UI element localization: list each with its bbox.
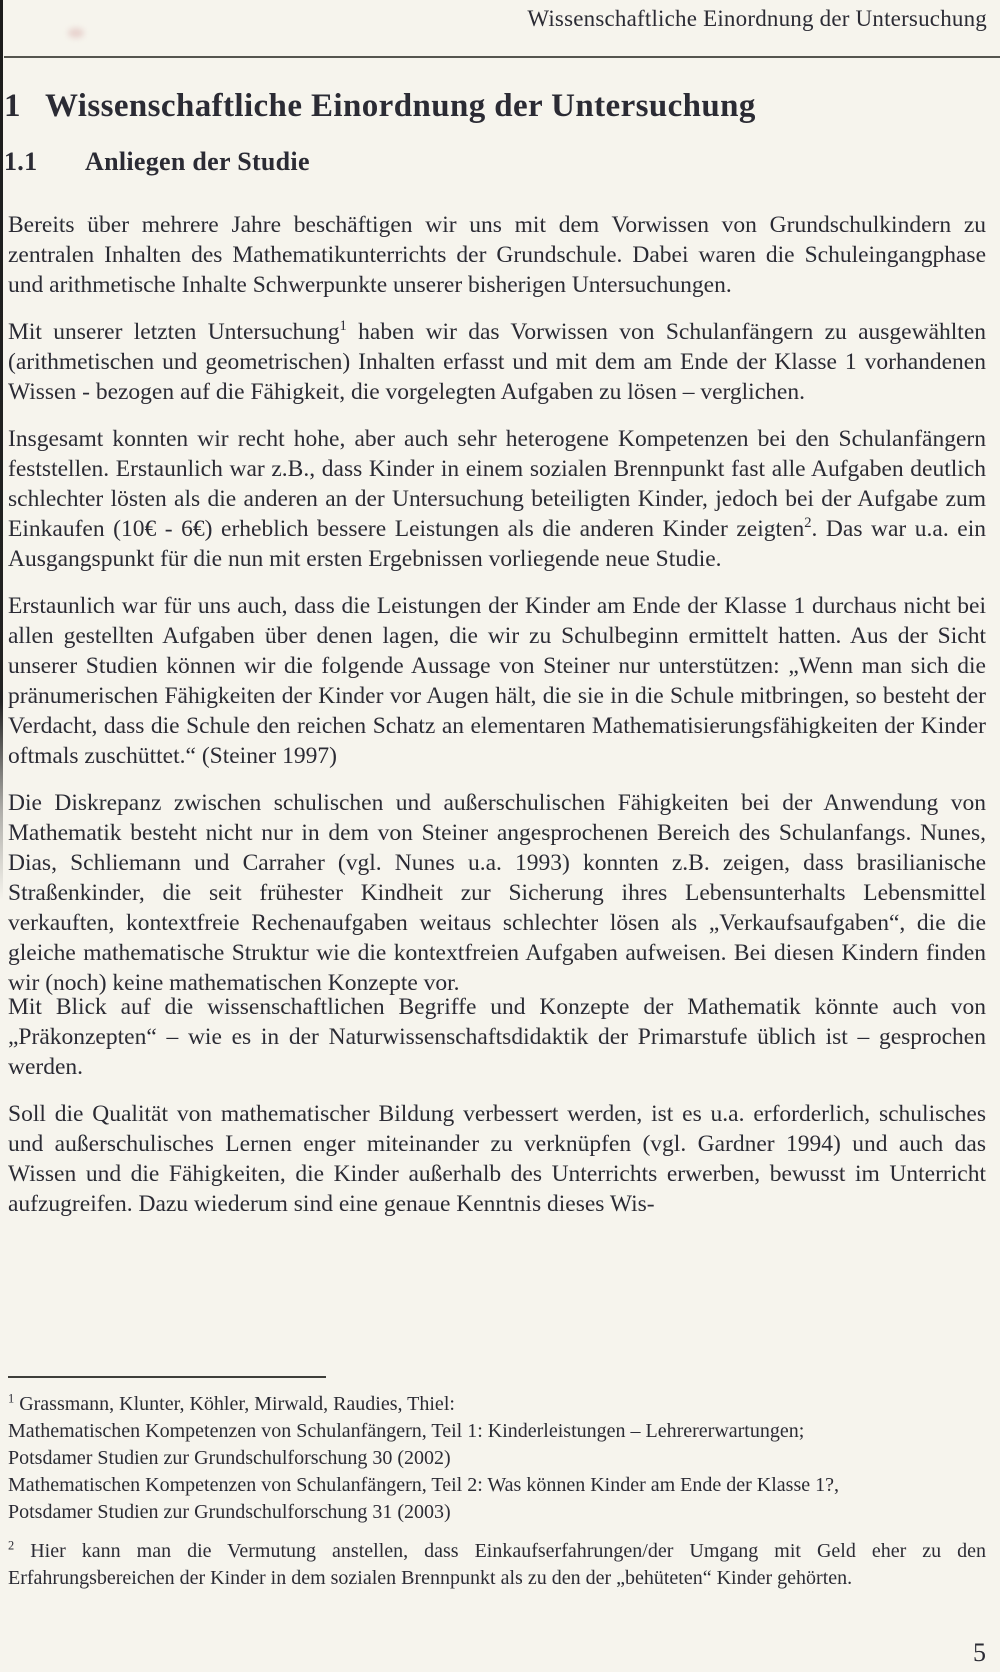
chapter-title: Wissenschaftliche Einordnung der Untersuchung	[45, 88, 756, 124]
footnote-2-marker: 2	[8, 1538, 15, 1553]
scan-smudge-artifact	[68, 28, 84, 38]
paragraph-2	[8, 317, 986, 407]
footnotes-section	[8, 1376, 986, 1592]
footnote-1-line-4: Mathematischen Kompetenzen von Schulanfängern, Teil 2: Was können Kinder am Ende der Klasse 1?,	[8, 1474, 840, 1496]
page-number: 5	[973, 1638, 986, 1667]
footnote-1-line-2: Mathematischen Kompetenzen von Schulanfängern, Teil 1: Kinderleistungen – Lehrererwartungen;	[8, 1420, 805, 1442]
chapter-heading	[4, 88, 756, 125]
section-heading	[4, 147, 310, 177]
footnote-1-line-3: Potsdamer Studien zur Grundschulforschung 30 (2002)	[8, 1447, 451, 1469]
footnote-1-line-1	[8, 1391, 986, 1418]
section-title: Anliegen der Studie	[85, 147, 310, 176]
footnote-reference-1: 1	[339, 318, 347, 335]
paragraph-3-text-a: Insgesamt konnten wir recht hohe, aber auch sehr heterogene Kompetenzen bei den Schulanfängern feststellen. Erstaunlich war z.B., dass Kinder in einem sozialen Brennpunkt fast alle Aufgaben deutlich schlechter lösten als die anderen an der Untersuchung beteiligten Kinder, jedoch bei der Aufgabe zum Einkaufen (10€ - 6€) erheblich bessere Leistungen als die anderen Kinder zeigten	[8, 426, 986, 542]
paragraph-1: Bereits über mehrere Jahre beschäftigen wir uns mit dem Vorwissen von Grundschulkindern zu zentralen Inhalten des Mathematikunterrichts der Grundschule. Dabei waren die Schuleingangphase und arithmetische Inhalte Schwerpunkte unserer bisherigen Untersuchungen.	[8, 212, 986, 298]
paragraph-5: Die Diskrepanz zwischen schulischen und außerschulischen Fähigkeiten bei der Anwendung von Mathematik besteht nicht nur in dem von Steiner angesprochenen Bereich des Schulanfangs. Nunes, Dias, Schliemann und Carraher (vgl. Nunes u.a. 1993) konnten z.B. zeigen, dass brasilianische Straßenkinder, die seit frühester Kindheit zur Sicherung ihres Lebensunterhalts Lebensmittel verkauften, kontextfreie Rechenaufgaben weitaus schlechter lösen als „Verkaufsaufgaben“, die die gleiche mathematische Struktur wie die kontextfreien Aufgaben aufweisen. Bei diesen Kindern finden wir (noch) keine mathematischen Konzepte vor.	[8, 790, 986, 996]
paragraph-6: Mit Blick auf die wissenschaftlichen Begriffe und Konzepte der Mathematik könnte auch von „Präkonzepten“ – wie es in der Naturwissenschaftsdidaktik der Primarstufe üblich ist – gesprochen werden.	[8, 994, 986, 1080]
paragraph-7: Soll die Qualität von mathematischer Bildung verbessert werden, ist es u.a. erforderlich, schulisches und außerschulisches Lernen enger miteinander zu verknüpfen (vgl. Gardner 1994) und auch das Wissen und die Fähigkeiten, die Kinder außerhalb des Unterrichts erwerben, bewusst im Unterricht aufzugreifen. Dazu wiederum sind eine genaue Kenntnis dieses Wis-	[8, 1101, 986, 1217]
footnote-1-marker: 1	[8, 1391, 15, 1406]
footnote-1	[8, 1391, 986, 1526]
paragraph-3	[8, 424, 986, 574]
paragraph-2-text-b: haben wir das Vorwissen von Schulanfängern zu ausgewählten (arithmetischen und geometrischen) Inhalten erfasst und mit dem am Ende der Klasse 1 vorhandenen Wissen - bezogen auf die Fähigkeit, die vorgelegten Aufgaben zu lösen – verglichen.	[8, 319, 987, 405]
scan-edge-artifact	[0, 0, 3, 900]
footnote-divider-line	[8, 1376, 326, 1378]
chapter-number: 1	[4, 88, 21, 124]
section-number: 1.1	[4, 147, 38, 176]
footnote-reference-2: 2	[804, 515, 812, 532]
header-divider-line	[4, 56, 1000, 58]
paragraph-4: Erstaunlich war für uns auch, dass die Leistungen der Kinder am Ende der Klasse 1 durchaus nicht bei allen gestellten Aufgaben über denen lagen, die wir zu Schulbeginn ermittelt hatten. Aus der Sicht unserer Studien können wir die folgende Aussage von Steiner nur unterstützen: „Wenn man sich die pränumerischen Fähigkeiten der Kinder vor Augen hält, die sie in die Schule mitbringen, so besteht der Verdacht, dass die Schule den reichen Schatz an elementaren Mathematisierungsfähigkeiten der Kinder oftmals zuschüttet.“ (Steiner 1997)	[8, 593, 986, 769]
footnote-2	[8, 1538, 986, 1592]
body-text	[8, 210, 986, 1236]
footnote-2-text: Hier kann man die Vermutung anstellen, dass Einkaufserfahrungen/der Umgang mit Geld eher zu den Erfahrungsbereichen der Kinder in dem sozialen Brennpunkt als zu den der „behüteten“ Kinder gehörten.	[8, 1540, 987, 1589]
running-header: Wissenschaftliche Einordnung der Untersuchung	[527, 6, 987, 31]
footnote-1-line-5: Potsdamer Studien zur Grundschulforschung 31 (2003)	[8, 1501, 451, 1523]
footnote-1-authors: Grassmann, Klunter, Köhler, Mirwald, Raudies, Thiel:	[19, 1393, 455, 1415]
paragraph-3-text-b: . Das war u.a. ein Ausgangspunkt für die nun mit ersten Ergebnissen vorliegende neue Studie.	[8, 516, 986, 572]
paragraph-2-text-a: Mit unserer letzten Untersuchung	[8, 319, 340, 345]
